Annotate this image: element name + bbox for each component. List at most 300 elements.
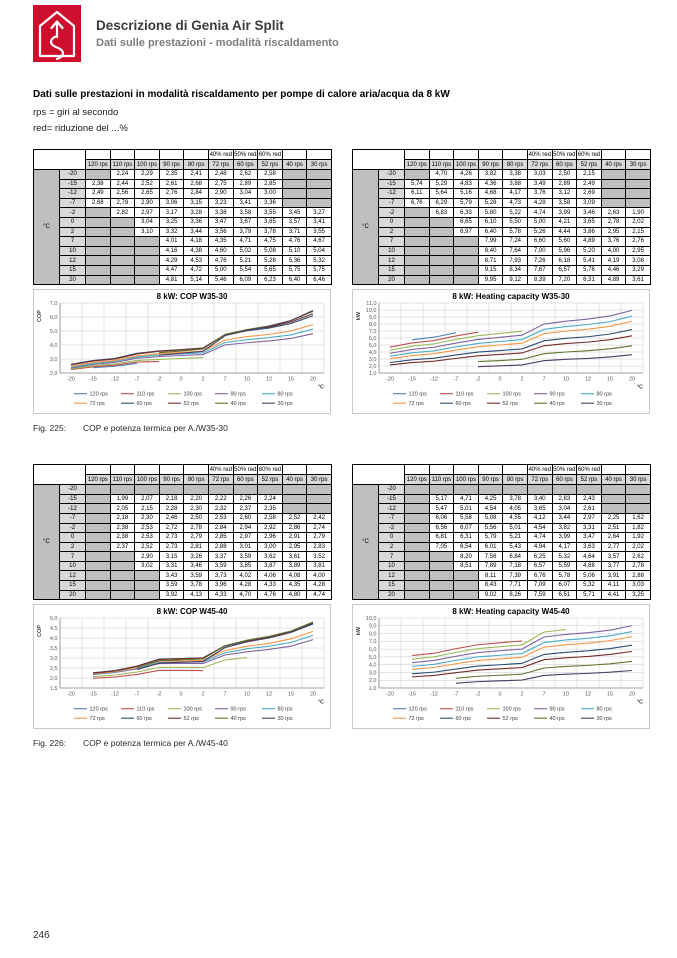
table-cell	[110, 581, 135, 591]
table-cell: 8,71	[478, 256, 503, 266]
table-cell: 3,59	[208, 561, 233, 571]
page-title: Descrizione di Genia Air Split	[96, 18, 284, 33]
table-cell: 3,46	[184, 561, 209, 571]
table-cell: 2,86	[282, 523, 307, 533]
figure-block-2	[33, 464, 677, 748]
table-cell	[86, 581, 111, 591]
table-cell	[282, 179, 307, 189]
table-cell: 3,04	[552, 504, 577, 514]
table-cell	[601, 485, 626, 495]
table-cell	[110, 256, 135, 266]
table-cell: 3,15	[184, 198, 209, 208]
table-cell: 3,81	[307, 561, 332, 571]
table-cell: 3,31	[577, 523, 602, 533]
figures-container	[33, 149, 677, 748]
table-cell: 3,17	[159, 208, 184, 218]
chart-text: 3,0	[368, 357, 377, 364]
chart-text: 2,0	[49, 676, 58, 683]
table-cell: 2,20	[184, 494, 209, 504]
chart-text: 40 rps	[230, 401, 246, 408]
table-cell: 2,85	[208, 533, 233, 543]
table-cell: 3,59	[159, 581, 184, 591]
table-cell: 5,71	[577, 590, 602, 600]
table-cell: 2,79	[184, 533, 209, 543]
table-cell: 5,46	[208, 275, 233, 285]
red-header-cell	[405, 150, 430, 160]
temperature-cell: -7	[379, 198, 405, 208]
table-cell: 4,01	[159, 237, 184, 247]
table-cell	[601, 494, 626, 504]
table-cell: 4,28	[527, 198, 552, 208]
table-cell: 3,00	[258, 189, 283, 199]
table-cell: 4,74	[307, 590, 332, 600]
table-cell	[86, 485, 111, 495]
line-chart	[34, 605, 330, 728]
table-cell	[86, 275, 111, 285]
table-cell: 2,95	[626, 246, 651, 256]
legend-note-red: red= riduzione del ...%	[33, 123, 128, 134]
figure-block-1	[33, 149, 677, 433]
table-cell: 7,00	[527, 246, 552, 256]
table-cell: 3,27	[307, 208, 332, 218]
table-cell: 7,18	[503, 561, 528, 571]
table-cell: 3,65	[577, 217, 602, 227]
table-cell: 3,76	[527, 189, 552, 199]
table-cell: 3,71	[282, 227, 307, 237]
temperature-cell: 20	[379, 275, 405, 285]
table-cell	[454, 571, 479, 581]
table-cell	[429, 561, 454, 571]
chart-text: -15	[408, 691, 416, 698]
table-cell	[110, 265, 135, 275]
table-cell: 8,40	[478, 246, 503, 256]
temperature-cell: 10	[379, 561, 405, 571]
table-cell: 3,62	[258, 552, 283, 562]
table-cell: 5,58	[454, 513, 479, 523]
table-cell: 6,25	[527, 552, 552, 562]
chart-text: 12	[584, 376, 592, 383]
table-cell: 2,95	[282, 542, 307, 552]
table-cell	[626, 189, 651, 199]
temperature-cell: -12	[379, 504, 405, 514]
table-cell	[601, 198, 626, 208]
table-cell: 3,36	[184, 217, 209, 227]
rps-column-header: 90 rps	[478, 160, 503, 170]
rps-column-header: 72 rps	[208, 160, 233, 170]
table-cell: 6,54	[454, 542, 479, 552]
table-cell	[454, 246, 479, 256]
table-cell: 5,29	[429, 179, 454, 189]
chart-text: 80 rps	[277, 706, 293, 713]
temperature-cell: -15	[60, 494, 86, 504]
table-cell: 2,83	[307, 542, 332, 552]
table-cell	[110, 237, 135, 247]
chart-text: 0	[498, 376, 502, 383]
table-cell: 2,76	[159, 189, 184, 199]
red-header-cell: 50% red	[553, 151, 576, 158]
temperature-cell: 10	[379, 246, 405, 256]
table-corner-blank	[353, 150, 405, 170]
temperature-cell: -2	[60, 523, 86, 533]
temperature-cell: -2	[379, 208, 405, 218]
table-cell: 4,17	[503, 189, 528, 199]
table-cell: 2,05	[110, 504, 135, 514]
table-cell: 7,71	[503, 581, 528, 591]
table-cell: 4,71	[454, 494, 479, 504]
table-cell: 3,82	[478, 170, 503, 180]
table-cell: 4,25	[478, 494, 503, 504]
chart-text: 0	[179, 691, 183, 698]
table-cell	[86, 208, 111, 218]
table-cell: 2,50	[552, 170, 577, 180]
chart-frame	[352, 289, 650, 414]
chart-text: 90 rps	[230, 391, 246, 398]
chart-text: 80 rps	[596, 706, 612, 713]
red-header-cell	[478, 150, 503, 160]
table-cell: 7,20	[552, 275, 577, 285]
red-header-cell: 60% red	[577, 151, 601, 158]
table-cell: 4,54	[527, 523, 552, 533]
table-cell: 3,61	[626, 275, 651, 285]
table-cell	[135, 571, 160, 581]
table-cell: 3,06	[159, 198, 184, 208]
table-cell: 3,79	[233, 227, 258, 237]
table-cell: 4,53	[184, 256, 209, 266]
temperature-cell: 20	[379, 590, 405, 600]
table-cell	[86, 246, 111, 256]
table-cell: 4,68	[478, 189, 503, 199]
table-cell: 6,97	[454, 227, 479, 237]
red-header-cell	[184, 150, 209, 160]
table-cell: 5,21	[233, 256, 258, 266]
rps-column-header: 52 rps	[258, 475, 283, 485]
chart-text: 0	[179, 376, 183, 383]
chart-text: -7	[453, 691, 459, 698]
chart-text: 12	[584, 691, 592, 698]
brand-logo	[33, 5, 81, 62]
table-cell: 6,60	[527, 237, 552, 247]
temperature-cell: 12	[60, 571, 86, 581]
table-cell	[601, 179, 626, 189]
table-cell	[110, 561, 135, 571]
table-cell	[577, 485, 602, 495]
table-cell: 5,76	[577, 265, 602, 275]
table-cell: 3,92	[159, 590, 184, 600]
table-cell: 2,60	[233, 513, 258, 523]
table-cell: 2,77	[601, 542, 626, 552]
chart-text: -20	[386, 376, 394, 383]
table-cell: 4,19	[601, 256, 626, 266]
chart-text: 10	[562, 691, 570, 698]
table-cell: 3,78	[503, 494, 528, 504]
temperature-cell: 10	[60, 246, 86, 256]
temperature-cell: 7	[60, 237, 86, 247]
rps-column-header: 120 rps	[86, 475, 111, 485]
table-cell: 2,49	[86, 189, 111, 199]
table-cell: 2,37	[233, 504, 258, 514]
table-cell: 2,26	[233, 494, 258, 504]
chart-frame	[33, 604, 331, 729]
table-cell	[86, 227, 111, 237]
table-cell: 2,73	[159, 533, 184, 543]
table-cell: 6,51	[552, 590, 577, 600]
red-header-cell	[601, 150, 626, 160]
table-cell: 4,17	[552, 542, 577, 552]
table-cell	[626, 170, 651, 180]
table-column	[33, 149, 331, 285]
chart-text: 3,5	[49, 646, 58, 653]
table-cell: 3,43	[159, 571, 184, 581]
table-cell: 5,28	[258, 256, 283, 266]
table-cell	[429, 275, 454, 285]
chart-column	[352, 289, 650, 414]
table-cell: 3,47	[577, 533, 602, 543]
heat-pump-house-icon	[33, 5, 81, 62]
tables-row	[33, 464, 677, 600]
table-cell: 7,89	[478, 561, 503, 571]
table-cell	[307, 170, 332, 180]
chart-text: 8,0	[368, 631, 377, 638]
table-cell	[135, 237, 160, 247]
chart-text: °C	[317, 699, 324, 706]
table-cell: 3,01	[233, 542, 258, 552]
table-cell: 5,79	[478, 533, 503, 543]
table-cell: 3,41	[307, 217, 332, 227]
table-cell: 7,26	[527, 256, 552, 266]
red-header-cell	[159, 465, 184, 475]
chart-text: -20	[67, 376, 75, 383]
table-cell	[626, 504, 651, 514]
table-cell: 5,21	[503, 533, 528, 543]
table-cell	[110, 246, 135, 256]
table-cell	[135, 265, 160, 275]
table-cell: 6,31	[454, 533, 479, 543]
table-cell	[110, 485, 135, 495]
table-cell: 3,99	[552, 208, 577, 218]
table-cell: 4,76	[282, 237, 307, 247]
table-cell: 2,52	[135, 542, 160, 552]
rps-column-header: 60 rps	[552, 160, 577, 170]
table-cell: 3,73	[208, 571, 233, 581]
red-header-cell	[454, 150, 479, 160]
temperature-cell: -20	[379, 485, 405, 495]
table-cell: 2,74	[307, 523, 332, 533]
table-cell	[184, 485, 209, 495]
table-cell: 4,72	[184, 265, 209, 275]
line-chart	[353, 605, 649, 728]
section-heading: Dati sulle prestazioni in modalità riscaldamento per pompe di calore aria/acqua da 8 kW	[33, 89, 450, 100]
chart-text: -12	[430, 691, 438, 698]
table-cell: 3,59	[184, 571, 209, 581]
figure-caption-label: Fig. 226:	[33, 738, 67, 749]
table-cell: 3,99	[552, 533, 577, 543]
table-cell: 2,22	[208, 494, 233, 504]
table-cell: 4,74	[527, 533, 552, 543]
table-cell: 3,96	[208, 581, 233, 591]
red-header-cell: 60% red	[258, 466, 282, 473]
red-header-cell	[307, 465, 332, 475]
temperature-cell: -12	[60, 189, 86, 199]
table-cell: 2,61	[159, 179, 184, 189]
table-cell: 2,85	[258, 179, 283, 189]
table-cell: 2,97	[233, 533, 258, 543]
table-cell	[307, 485, 332, 495]
table-corner-blank	[34, 465, 86, 485]
red-header-cell	[282, 150, 307, 160]
table-cell	[86, 590, 111, 600]
chart-text: kW	[356, 312, 362, 321]
chart-text: °C	[636, 384, 643, 391]
chart-text: 5,0	[49, 616, 58, 623]
table-cell: 2,72	[159, 523, 184, 533]
table-cell: 2,52	[282, 513, 307, 523]
table-cell: 3,38	[503, 170, 528, 180]
chart-text: 60 rps	[136, 716, 152, 723]
table-cell: 5,32	[307, 256, 332, 266]
table-cell: 2,64	[601, 533, 626, 543]
table-cell: 4,12	[527, 513, 552, 523]
temperature-cell: 0	[60, 217, 86, 227]
table-cell: 4,67	[307, 237, 332, 247]
table-cell: 4,81	[159, 275, 184, 285]
table-cell: 1,92	[626, 533, 651, 543]
table-cell: 2,53	[208, 513, 233, 523]
table-cell	[405, 208, 430, 218]
chart-text: 8 kW: Heating capacity W45-40	[452, 607, 570, 617]
series-line-40-rps	[137, 622, 313, 668]
red-header-cell	[159, 150, 184, 160]
red-header-cell: 40% red	[209, 466, 232, 473]
rps-column-header: 72 rps	[208, 475, 233, 485]
chart-text: 10	[243, 691, 251, 698]
table-cell: 4,06	[258, 571, 283, 581]
table-cell	[86, 552, 111, 562]
table-cell: 4,11	[601, 581, 626, 591]
table-cell: 2,62	[233, 170, 258, 180]
figure-caption	[33, 738, 677, 748]
chart-text: 2	[201, 376, 205, 383]
temperature-cell: 15	[379, 265, 405, 275]
rps-column-header: 110 rps	[110, 160, 135, 170]
unit-cell: °C	[353, 485, 379, 600]
table-cell: 4,41	[601, 590, 626, 600]
table-cell: 6,11	[405, 189, 430, 199]
figure-caption	[33, 423, 677, 433]
table-cell: 7,56	[478, 552, 503, 562]
table-cell	[86, 533, 111, 543]
series-line-120-rps	[412, 333, 456, 340]
table-column	[33, 464, 331, 600]
table-cell: 6,01	[478, 542, 503, 552]
table-cell: 2,02	[626, 542, 651, 552]
table-cell	[429, 571, 454, 581]
table-cell	[454, 256, 479, 266]
table-corner-blank	[353, 465, 405, 485]
rps-column-header: 30 rps	[307, 160, 332, 170]
table-cell: 4,02	[233, 571, 258, 581]
table-cell: 3,15	[159, 552, 184, 562]
table-cell: 6,40	[478, 227, 503, 237]
table-cell	[405, 256, 430, 266]
table-cell	[135, 246, 160, 256]
table-cell: 2,78	[601, 217, 626, 227]
table-cell	[429, 485, 454, 495]
table-cell: 5,75	[282, 265, 307, 275]
table-cell: 2,15	[626, 227, 651, 237]
table-cell: 3,63	[577, 542, 602, 552]
table-cell: 3,25	[626, 590, 651, 600]
table-cell	[282, 170, 307, 180]
rps-column-header: 52 rps	[577, 475, 602, 485]
temperature-cell: -15	[379, 494, 405, 504]
table-cell	[86, 504, 111, 514]
table-cell: 3,31	[159, 561, 184, 571]
rps-column-header: 80 rps	[503, 475, 528, 485]
table-cell: 3,91	[601, 571, 626, 581]
chart-text: 8 kW: COP W45-40	[156, 607, 228, 617]
performance-table-cop-w35-30	[33, 149, 332, 285]
table-cell: 6,07	[552, 581, 577, 591]
table-cell: 4,29	[159, 256, 184, 266]
chart-text: 6,0	[368, 336, 377, 343]
table-cell: 5,74	[405, 179, 430, 189]
table-cell: 6,57	[552, 265, 577, 275]
table-cell: 4,05	[503, 504, 528, 514]
table-cell: 2,69	[577, 189, 602, 199]
table-cell: 3,29	[626, 265, 651, 275]
red-header-cell	[626, 465, 651, 475]
table-cell	[552, 485, 577, 495]
table-cell: 7,64	[503, 246, 528, 256]
chart-text: 100 rps	[502, 391, 521, 398]
table-cell: 4,21	[552, 217, 577, 227]
table-cell: 3,12	[552, 189, 577, 199]
chart-text: 100 rps	[183, 706, 202, 713]
table-cell: 7,93	[503, 256, 528, 266]
table-cell: 6,23	[258, 275, 283, 285]
table-cell: 8,39	[527, 275, 552, 285]
red-header-cell: 40% red	[528, 466, 551, 473]
table-cell: 6,07	[454, 523, 479, 533]
chart-text: 90 rps	[549, 391, 565, 398]
red-header-cell	[478, 465, 503, 475]
red-header-cell: 60% red	[258, 151, 282, 158]
temperature-cell: -20	[379, 170, 405, 180]
chart-text: 20	[628, 691, 636, 698]
chart-text: 120 rps	[408, 391, 427, 398]
table-cell: 4,36	[478, 179, 503, 189]
table-cell: 4,71	[233, 237, 258, 247]
table-cell	[282, 485, 307, 495]
table-cell: 5,59	[552, 561, 577, 571]
table-cell: 3,03	[626, 581, 651, 591]
table-cell: 2,15	[577, 170, 602, 180]
table-cell: 2,90	[208, 189, 233, 199]
table-cell: 4,28	[233, 581, 258, 591]
rps-column-header: 80 rps	[184, 160, 209, 170]
rps-column-header: 120 rps	[86, 160, 111, 170]
red-header-cell	[86, 150, 111, 160]
table-cell: 5,50	[503, 217, 528, 227]
table-cell: 3,76	[601, 237, 626, 247]
chart-text: 2,0	[368, 364, 377, 371]
table-column	[352, 149, 650, 285]
chart-column	[33, 289, 331, 414]
table-cell	[429, 581, 454, 591]
table-cell: 2,28	[159, 504, 184, 514]
chart-text: 9,0	[368, 315, 377, 322]
chart-text: 7	[542, 691, 546, 698]
